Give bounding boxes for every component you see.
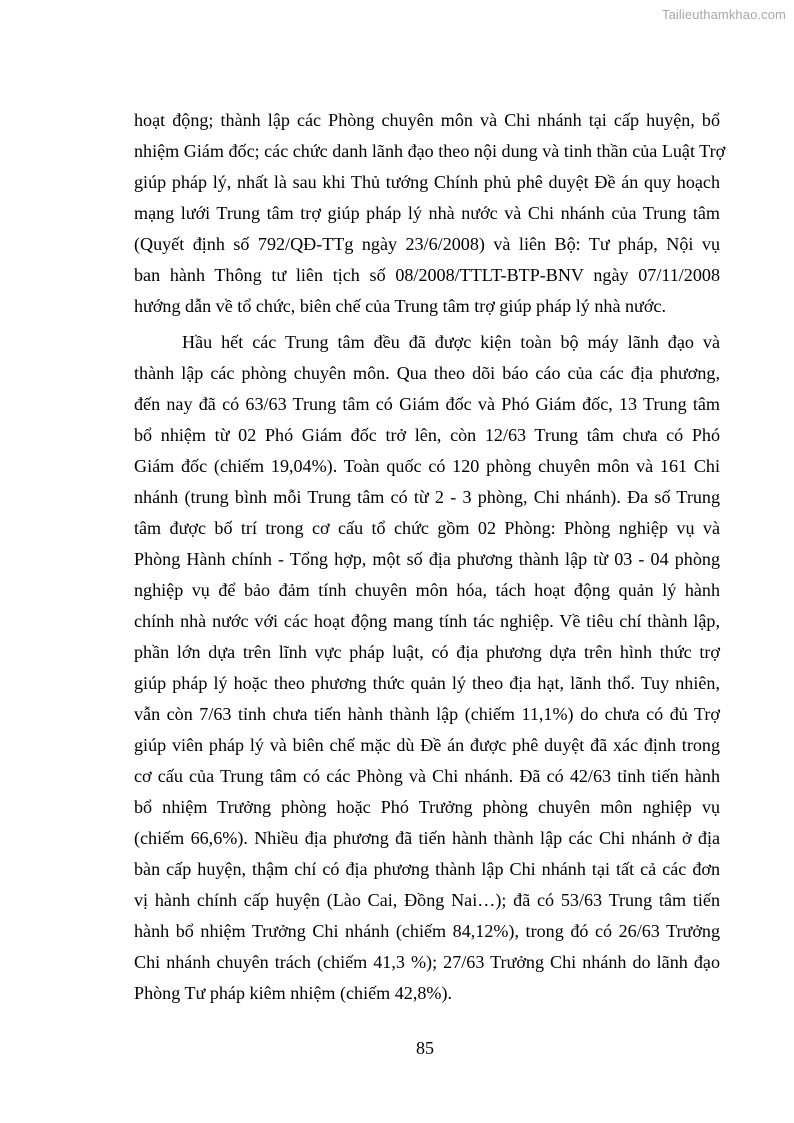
paragraph-2 [134,327,720,1009]
text-line: giúp viên pháp lý và biên chế mặc dù Đề án được phê duyệt đã xác định trong [134,735,720,755]
text-line: (chiếm 66,6%). Nhiều địa phương đã tiến hành thành lập các Chi nhánh ở địa [134,828,720,848]
text-line: chính nhà nước với các hoạt động mang tính tác nghiệp. Về tiêu chí thành lập, [134,611,720,631]
text-line: nghiệp vụ để bảo đảm tính chuyên môn hóa, tách hoạt động quản lý hành [134,580,720,600]
text-line: mạng lưới Trung tâm trợ giúp pháp lý nhà nước và Chi nhánh của Trung tâm [134,203,720,223]
text-line: Chi nhánh chuyên trách (chiếm 41,3 %); 27/63 Trưởng Chi nhánh do lãnh đạo [134,952,720,972]
text-line: hoạt động; thành lập các Phòng chuyên môn và Chi nhánh tại cấp huyện, bổ [134,110,720,130]
text-line: Phòng Tư pháp kiêm nhiệm (chiếm 42,8%). [134,983,453,1003]
text-line: đến nay đã có 63/63 Trung tâm có Giám đốc và Phó Giám đốc, 13 Trung tâm [134,394,720,414]
text-line: thành lập các phòng chuyên môn. Qua theo dõi báo cáo của các địa phương, [134,363,720,383]
text-line: phần lớn dựa trên lĩnh vực pháp luật, có địa phương dựa trên hình thức trợ [134,642,720,662]
page-number: 85 [416,1038,434,1058]
text-line: cơ cấu của Trung tâm có các Phòng và Chi nhánh. Đã có 42/63 tỉnh tiến hành [134,766,720,786]
text-line: Giám đốc (chiếm 19,04%). Toàn quốc có 120 phòng chuyên môn và 161 Chi [134,456,720,476]
text-line: bổ nhiệm Trưởng phòng hoặc Phó Trưởng phòng chuyên môn nghiệp vụ [134,797,720,817]
document-body [134,105,726,1009]
text-line: vẫn còn 7/63 tỉnh chưa tiến hành thành lập (chiếm 11,1%) do chưa có đủ Trợ [134,704,720,724]
text-line: hướng dẫn về tổ chức, biên chế của Trung tâm trợ giúp pháp lý nhà nước. [134,296,666,316]
text-line: bổ nhiệm từ 02 Phó Giám đốc trở lên, còn 12/63 Trung tâm chưa có Phó [134,425,720,445]
text-line: giúp pháp lý, nhất là sau khi Thủ tướng Chính phủ phê duyệt Đề án quy hoạch [134,172,720,192]
paragraph-1 [134,105,726,322]
text-line: nhiệm Giám đốc; các chức danh lãnh đạo theo nội dung và tinh thần của Luật Trợ [134,141,726,161]
text-line: (Quyết định số 792/QĐ-TTg ngày 23/6/2008) và liên Bộ: Tư pháp, Nội vụ [134,234,720,254]
text-line: bàn cấp huyện, thậm chí có địa phương thành lập Chi nhánh tại tất cả các đơn [134,859,720,879]
text-line: ban hành Thông tư liên tịch số 08/2008/TTLT-BTP-BNV ngày 07/11/2008 [134,265,720,285]
text-line: giúp pháp lý hoặc theo phương thức quản lý theo địa hạt, lãnh thổ. Tuy nhiên, [134,673,720,693]
text-line: Hầu hết các Trung tâm đều đã được kiện toàn bộ máy lãnh đạo và [182,332,720,352]
text-line: nhánh (trung bình mỗi Trung tâm có từ 2 - 3 phòng, Chi nhánh). Đa số Trung [134,487,720,507]
text-line: tâm được bố trí trong cơ cấu tổ chức gồm 02 Phòng: Phòng nghiệp vụ và [134,518,720,538]
text-line: vị hành chính cấp huyện (Lào Cai, Đồng Nai…); đã có 53/63 Trung tâm tiến [134,890,720,910]
watermark-text: Tailieuthamkhao.com [661,7,786,22]
text-line: hành bổ nhiệm Trưởng Chi nhánh (chiếm 84,12%), trong đó có 26/63 Trưởng [134,921,720,941]
text-line: Phòng Hành chính - Tổng hợp, một số địa phương thành lập từ 03 - 04 phòng [134,549,720,569]
